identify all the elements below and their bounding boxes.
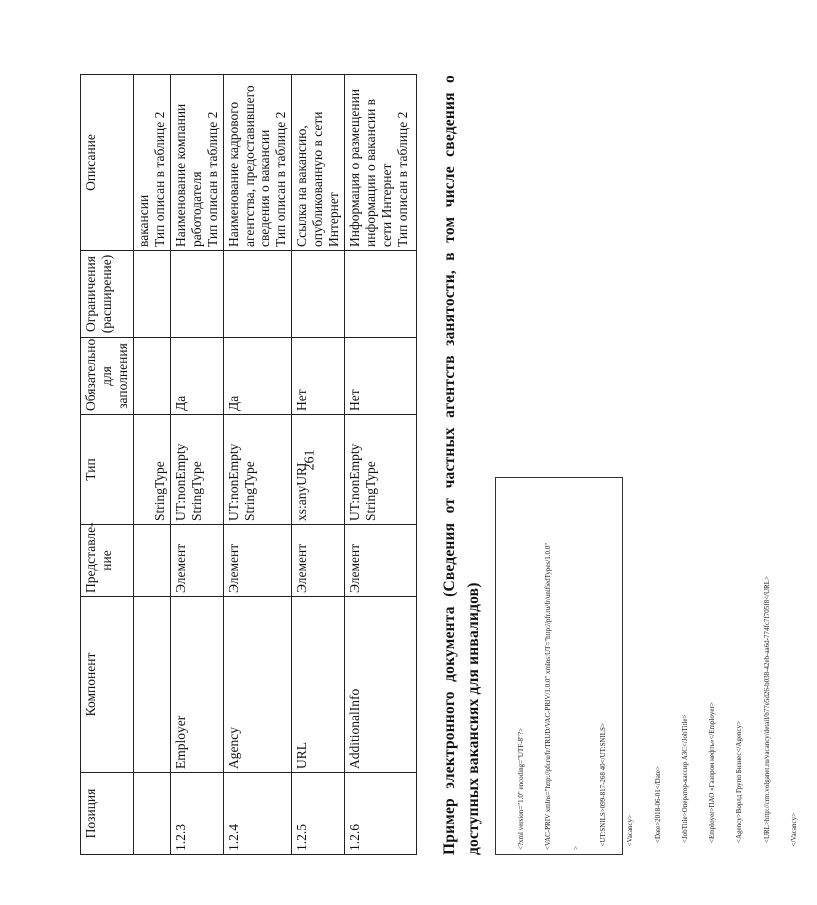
cell-position: 1.2.4 <box>223 773 292 855</box>
cell-component: Agency <box>223 597 292 773</box>
page-number: 261 <box>302 449 318 471</box>
xml-line: <Date>2018-06-01</Date> <box>653 766 662 850</box>
cell-representation: Элемент <box>345 525 417 597</box>
cell-representation <box>134 525 171 597</box>
table-header-row <box>81 75 134 855</box>
cell-position: 1.2.3 <box>170 773 223 855</box>
rotated-content <box>80 75 798 855</box>
cell-restriction <box>223 251 292 338</box>
cell-description: Информация о размещении информации о вакансии в сети Интернет Тип описан в таблице 2 <box>345 75 417 251</box>
cell-component <box>134 597 171 773</box>
example-heading: Пример электронного документа (Сведения от частных агентств занятости, в том числе сведения о доступных вакансиях для инвалидов) <box>441 75 483 855</box>
xml-line: <?xml version="1.0" encoding="UTF-8"?> <box>517 728 526 850</box>
cell-required: Да <box>170 338 223 415</box>
cell-restriction <box>345 251 417 338</box>
xml-line: <URL>http://crm.volganet.ru/vacancy/detail/b77e5d26-b038-42eb-aa6d-774fc7f705f8</URL> <box>762 576 771 850</box>
header-required: Обязательно для заполнения <box>81 338 134 415</box>
cell-description: Ссылка на вакансию, опубликованную в сети Интернет <box>292 75 345 251</box>
cell-restriction <box>170 251 223 338</box>
cell-position <box>134 773 171 855</box>
xml-line: <JobTitle>Оператор-кассир АЗС</JobTitle> <box>680 714 689 850</box>
cell-required <box>134 338 171 415</box>
table-row <box>170 75 223 855</box>
cell-required: Нет <box>292 338 345 415</box>
header-representation: Представле- ние <box>81 525 134 597</box>
table-row <box>134 75 171 855</box>
xml-line: <UT:SNILS>099-817-268 40</UT:SNILS> <box>599 723 608 850</box>
xml-line: <Vacancy> <box>626 814 635 850</box>
xml-line: <Employer>ПАО «Газпром нефть»</Employer> <box>708 702 717 850</box>
cell-required: Нет <box>345 338 417 415</box>
table-row <box>292 75 345 855</box>
cell-position: 1.2.6 <box>345 773 417 855</box>
header-type: Тип <box>81 415 134 525</box>
cell-component: URL <box>292 597 345 773</box>
xml-line: <Agency>Ворлд Групп Бизнес</Agency> <box>735 720 744 850</box>
xml-line: </Vacancy> <box>790 812 798 850</box>
cell-description: вакансии Тип описан в таблице 2 <box>134 75 171 251</box>
cell-component: Employer <box>170 597 223 773</box>
cell-description: Наименование кадрового агентства, предоставившего сведения о вакансии Тип описан в таблице 2 <box>223 75 292 251</box>
header-position: Позиция <box>81 773 134 855</box>
table-row <box>223 75 292 855</box>
header-description: Описание <box>81 75 134 251</box>
cell-type: xs:anyURI <box>292 415 345 525</box>
cell-required: Да <box>223 338 292 415</box>
cell-representation: Элемент <box>170 525 223 597</box>
xml-example-box <box>495 477 798 855</box>
specification-table <box>80 74 417 855</box>
xml-line: > <box>571 846 580 850</box>
cell-type: UT:nonEmpty StringType <box>223 415 292 525</box>
header-restriction: Ограничения (расширение) <box>81 251 134 338</box>
xml-line: <VAC-PRIV xmlns="http://pfr.ru/fr/TRUD/VAC-PRIV/1.0.0" xmlns:UT="http://pfr.ru/fr/unifiedTypes/1.0.0" <box>544 542 553 850</box>
table-row <box>345 75 417 855</box>
cell-representation: Элемент <box>292 525 345 597</box>
cell-restriction <box>134 251 171 338</box>
cell-type: UT:nonEmpty StringType <box>345 415 417 525</box>
cell-type: StringType <box>134 415 171 525</box>
header-component: Компонент <box>81 597 134 773</box>
cell-type: UT:nonEmpty StringType <box>170 415 223 525</box>
cell-component: AdditionalInfo <box>345 597 417 773</box>
cell-restriction <box>292 251 345 338</box>
cell-representation: Элемент <box>223 525 292 597</box>
cell-position: 1.2.5 <box>292 773 345 855</box>
cell-description: Наименование компании работодателя Тип описан в таблице 2 <box>170 75 223 251</box>
